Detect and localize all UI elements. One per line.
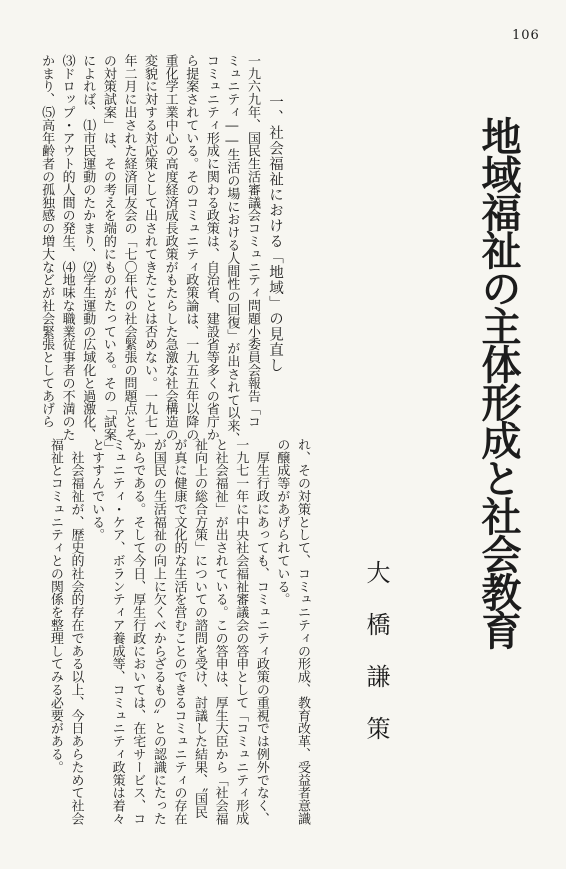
- text-line: 一九七一年に中央社会福祉審議会の答申として「コミュニティ形成: [233, 438, 249, 826]
- section-heading: 一、社会福祉における「地域」の見直し: [267, 94, 283, 373]
- text-line: が国民の生活福祉の向上に欠くべからざるもの〟との認識にたった: [150, 438, 166, 826]
- text-line: ミュニティ・ケア、ボランティア養成等、コミュニティ政策は着々: [109, 438, 125, 826]
- body-column-lower: [47, 438, 312, 838]
- text-line: によれば、⑴市民運動のたかまり、⑵学生運動の広域化と過激化、: [80, 54, 96, 442]
- text-line: ら提案されている。そのコミュニティ政策論は、一九五五年以降の: [183, 54, 199, 442]
- text-line: 厚生行政にあっても、コミュニティ政策の重視では例外でなく、: [253, 438, 269, 826]
- text-line: 福祉とコミュニティとの関係を整理してみる必要がある。: [47, 438, 63, 774]
- article-title: 地域福祉の主体形成と社会教育: [475, 116, 522, 648]
- text-line: コミュニティ形成に関わる政策は、自治省、建設省等多くの省庁か: [203, 54, 219, 442]
- text-line: 社会福祉が、歴史的社会的存在である以上、今日あらためて社会: [68, 438, 84, 826]
- text-line: 年二月に出された経済同友会の「七〇年代の社会緊張の問題点とそ: [121, 54, 137, 442]
- text-line: かまり、⑸高年齢者の孤独感の増大などが社会緊張としてあげら: [39, 54, 55, 429]
- text-line: ミュニティ――生活の場における人間性の回復」が出されて以来、: [224, 54, 240, 446]
- page-number: 106: [512, 28, 540, 43]
- body-text-upper: [10, 54, 262, 454]
- text-line: が真に健康で文化的な生活を営むことのできるコミュニティの存在: [171, 438, 187, 826]
- text-line: の醸成等があげられている。: [274, 438, 290, 606]
- text-line: 一九六九年、国民生活審議会コミュニティ問題小委員会報告「コ: [245, 54, 260, 429]
- text-line: ⑶ドロップ・アウト的人間の発生、⑷地味な職業従事者の不満のた: [59, 54, 75, 442]
- body-column-upper: [10, 54, 262, 454]
- text-line: の対策試案」は、その考えを端的にものがたっている。その「試案」: [100, 54, 116, 454]
- text-line: れ、その対策として、コミュニティの形成、教育改革、受益者意識: [295, 438, 310, 826]
- text-line: 重化学工業中心の高度経済成長政策がもたらした急激な社会構造の: [162, 54, 178, 442]
- text-line: と社会福祉」が出されている。この答申は、厚生大臣から「社会福: [212, 438, 228, 826]
- body-text-lower: [47, 438, 312, 838]
- text-line: 変貌に対する対応策として出されてきたことは否めない。一九七一: [142, 54, 158, 442]
- text-line: とすすんでいる。: [89, 438, 105, 542]
- text-line: からである。そして今日、厚生行政においては、在宅サービス、コ: [130, 438, 146, 826]
- text-line: 祉向上の総合方策」についての諮問を受け、討議した結果、〝国民: [192, 438, 208, 819]
- author-name: 大橋謙策: [362, 560, 390, 768]
